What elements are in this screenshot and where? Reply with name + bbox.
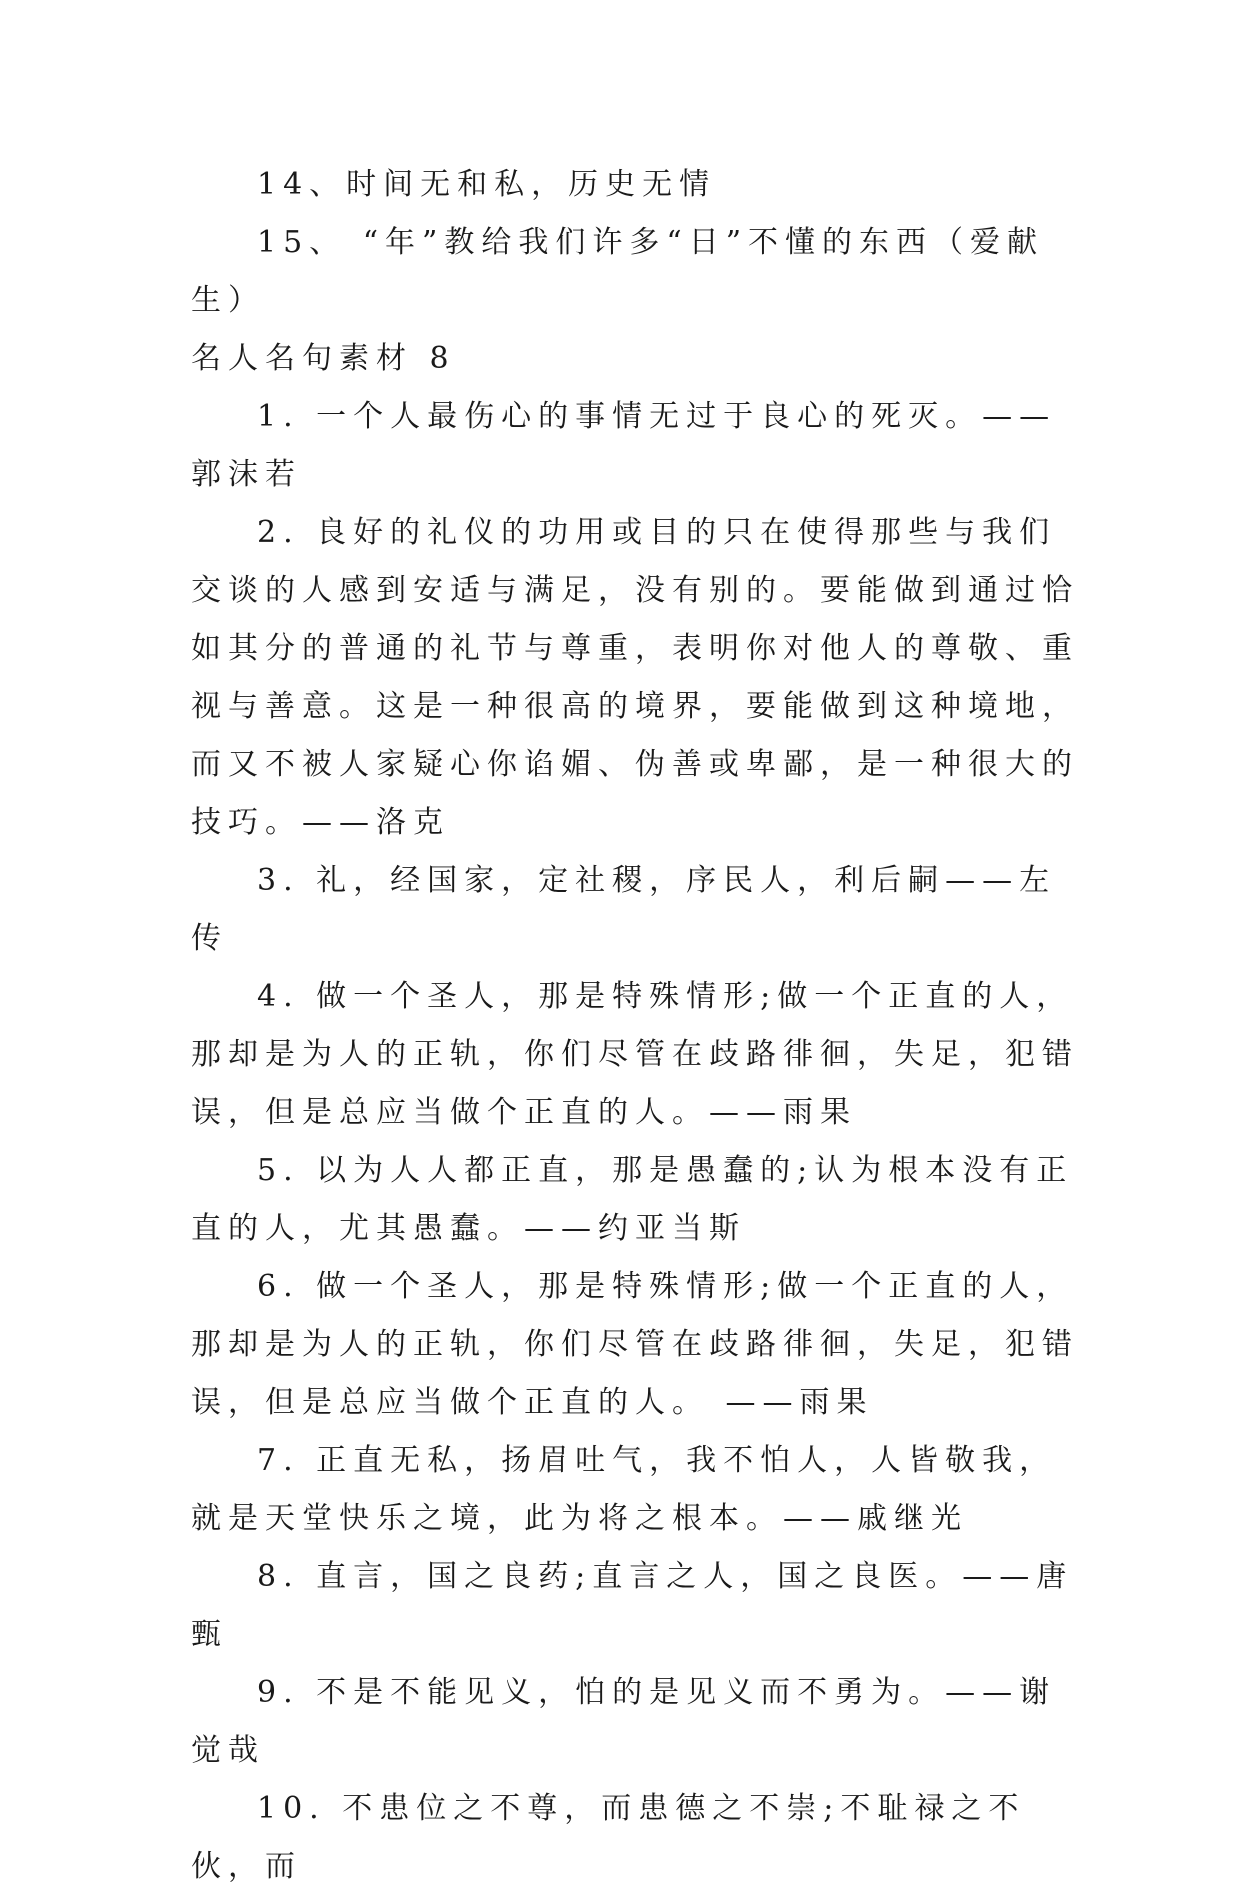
quote-8: 8. 直言，国之良药;直言之人，国之良医。——唐甄	[191, 1559, 1074, 1652]
paragraph-15: 15、 “年”教给我们许多“日”不懂的东西（爱献生）	[191, 225, 1045, 318]
document-body	[191, 156, 1081, 1896]
quote-7: 7. 正直无私，扬眉吐气，我不怕人，人皆敬我，就是天堂快乐之境，此为将之根本。——戚继光	[191, 1443, 1057, 1536]
quote-9: 9. 不是不能见义，怕的是见义而不勇为。——谢觉哉	[191, 1675, 1057, 1768]
quote-1: 1. 一个人最伤心的事情无过于良心的死灭。——郭沫若	[191, 399, 1057, 492]
quote-5: 5. 以为人人都正直，那是愚蠢的;认为根本没有正直的人，尤其愚蠢。——约亚当斯	[191, 1153, 1074, 1246]
quote-10: 10. 不患位之不尊，而患德之不崇;不耻禄之不伙，而	[191, 1791, 1026, 1884]
quote-6: 6. 做一个圣人，那是特殊情形;做一个正直的人，那却是为人的正轨，你们尽管在歧路徘徊，失足，犯错误，但是总应当做个正直的人。 ——雨果	[191, 1269, 1079, 1420]
paragraph-14: 14、时间无和私，历史无情	[257, 167, 717, 202]
quote-2: 2. 良好的礼仪的功用或目的只在使得那些与我们交谈的人感到安适与满足，没有别的。要能做到通过恰如其分的普通的礼节与尊重，表明你对他人的尊敬、重视与善意。这是一种很高的境界，要能做到这种境地，而又不被人家疑心你谄媚、伪善或卑鄙，是一种很大的技巧。——洛克	[191, 515, 1079, 840]
section-heading: 名人名句素材 8	[191, 341, 456, 376]
quote-4: 4. 做一个圣人，那是特殊情形;做一个正直的人，那却是为人的正轨，你们尽管在歧路徘徊，失足，犯错误，但是总应当做个正直的人。——雨果	[191, 979, 1079, 1130]
quote-3: 3. 礼，经国家，定社稷，序民人，利后嗣——左传	[191, 863, 1057, 956]
